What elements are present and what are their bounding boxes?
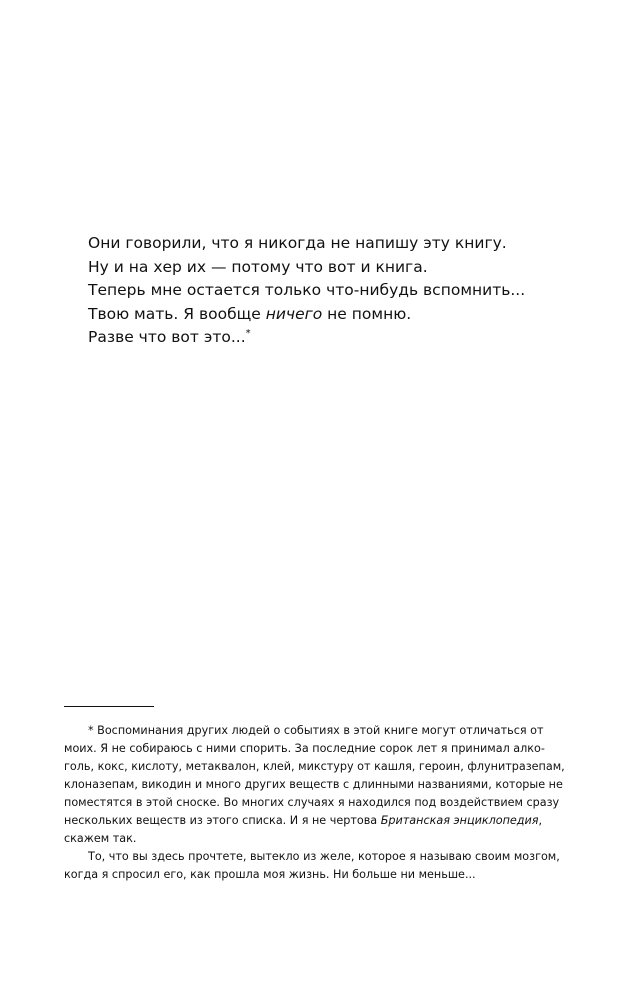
footnote-line: клоназепам, викодин и много других веществ с длинными названиями, которые не [64,778,563,791]
footnote-line: То, что вы здесь прочтете, вытекло из желе, которое я называю своим мозгом, [88,850,560,863]
footnote-line: голь, кокс, кислоту, метаквалон, клей, микстуру от кашля, героин, флунитразепам, [64,760,565,773]
epigraph-line [88,326,608,350]
footnote-line: поместятся в этой сноске. Во многих случаях я находился под воздействием сразу [64,796,560,809]
epigraph-line: Теперь мне остается только что-нибудь вспомнить... [88,281,526,299]
epigraph-line [88,303,608,327]
epigraph-emphasis: ничего [265,304,323,323]
epigraph-text: не помню. [322,304,412,323]
footnote-divider [64,706,154,707]
footnote-line: моих. Я не собираюсь с ними спорить. За последние сорок лет я принимал алко- [64,742,545,755]
epigraph [88,232,608,350]
footnote-line: * Воспоминания других людей о событиях в этой книге могут отличаться от [88,724,544,737]
footnote-text: нескольких веществ из этого списка. И я не чертова [64,814,381,827]
footnote-line [64,812,584,830]
footnote-text: , [538,814,543,827]
footnote-line: скажем так. [64,832,137,845]
epigraph-line: Они говорили, что я никогда не напишу эту книгу. [88,234,507,252]
epigraph-line: Ну и на хер их — потому что вот и книга. [88,257,428,276]
footnote-marker: * [245,327,251,339]
footnote-emphasis: Британская энциклопедия [380,814,539,827]
epigraph-text: Твою мать. Я вообще [88,304,266,323]
footnote [64,722,584,884]
footnote-line: когда я спросил его, как прошла моя жизнь. Ни больше ни меньше... [64,868,476,881]
epigraph-text: Разве что вот это... [88,328,246,346]
